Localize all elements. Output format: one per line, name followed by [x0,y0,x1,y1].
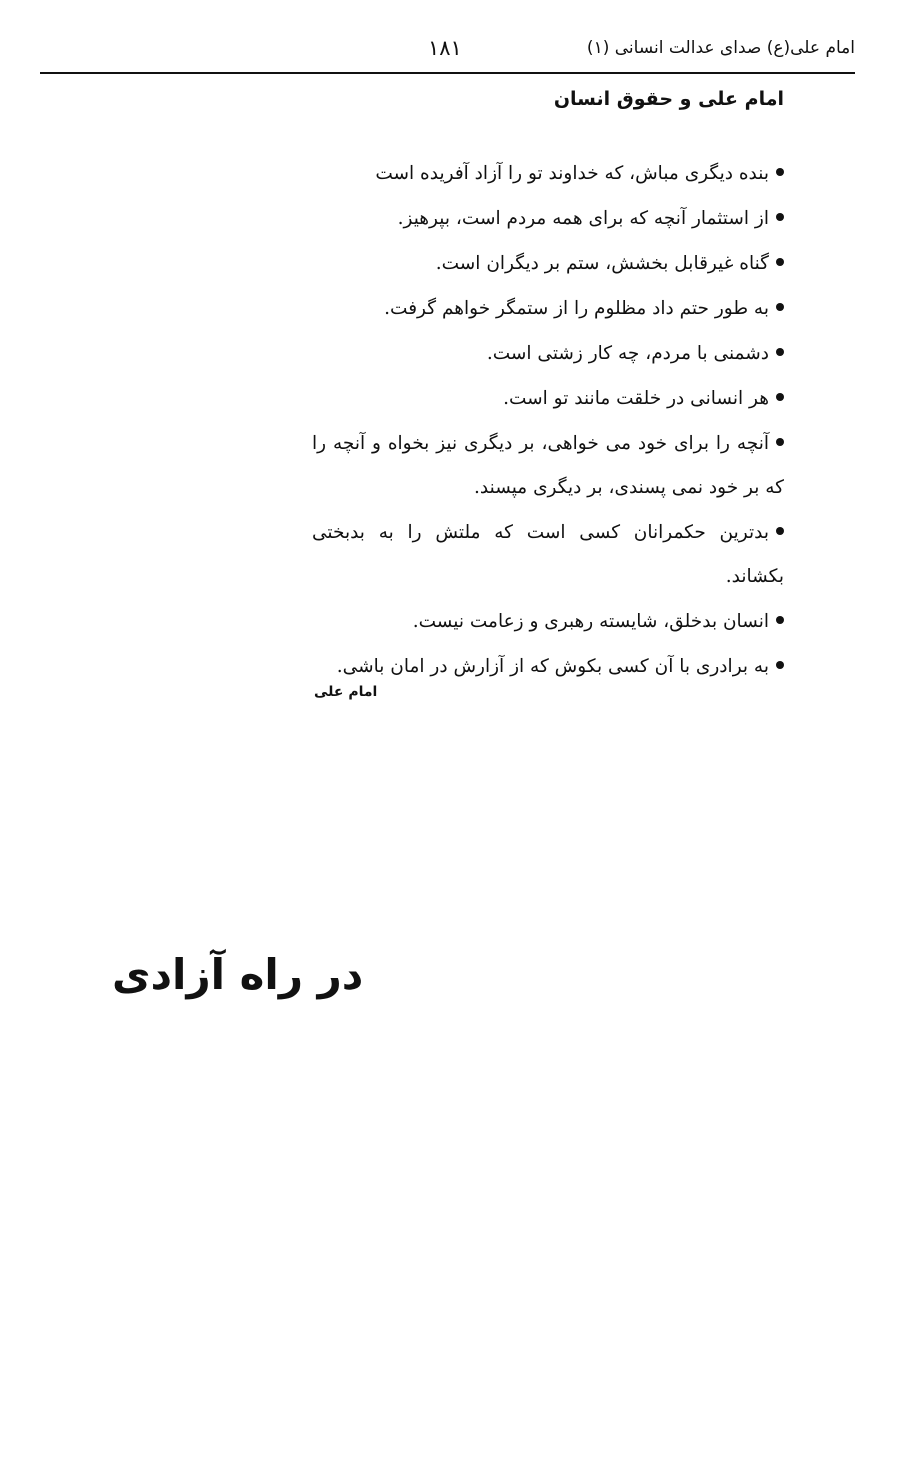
bullet-icon [776,303,784,311]
quote-item [312,600,784,644]
quote-item [312,332,784,376]
bullet-icon [776,213,784,221]
quote-item [312,287,784,331]
section-heading: امام علی و حقوق انسان [553,88,784,110]
quote-item [312,645,784,689]
page-number: ۱۸۱ [428,36,462,60]
chapter-title: در راه آزادی [112,950,364,999]
quote-item [312,242,784,286]
quote-text: بنده دیگری مباش، که خداوند تو را آزاد آفریده است [375,163,769,184]
attribution: امام علی [314,684,378,700]
quote-text: هر انسانی در خلقت مانند تو است. [503,388,769,409]
quote-text: از استثمار آنچه که برای همه مردم است، بپرهیز. [397,208,769,229]
quote-item [312,152,784,196]
bullet-icon [776,168,784,176]
bullet-icon [776,258,784,266]
quote-list [312,152,784,690]
bullet-icon [776,393,784,401]
bullet-icon [776,438,784,446]
quote-text: آنچه را برای خود می خواهی، بر دیگری نیز بخواه و آنچه را که بر خود نمی پسندی، بر دیگری مپسند. [312,433,784,498]
quote-text: به برادری با آن کسی بکوش که از آزارش در امان باشی. [336,656,769,677]
quote-text: گناه غیرقابل بخشش، ستم بر دیگران است. [435,253,769,274]
quote-text: دشمنی با مردم، چه کار زشتی است. [486,343,769,364]
page-header [40,34,855,74]
quote-item [312,422,784,510]
running-header-title: امام علی(ع) صدای عدالت انسانی (۱) [586,38,855,58]
bullet-icon [776,348,784,356]
bullet-icon [776,661,784,669]
bullet-icon [776,616,784,624]
quote-text: انسان بدخلق، شایسته رهبری و زعامت نیست. [412,611,769,632]
quote-item [312,197,784,241]
quote-text: بدترین حکمرانان کسی است که ملتش را به بدبختی بکشاند. [312,522,784,587]
quote-item [312,377,784,421]
quote-item [312,511,784,599]
quote-text: به طور حتم داد مظلوم را از ستمگر خواهم گرفت. [384,298,769,319]
bullet-icon [776,527,784,535]
